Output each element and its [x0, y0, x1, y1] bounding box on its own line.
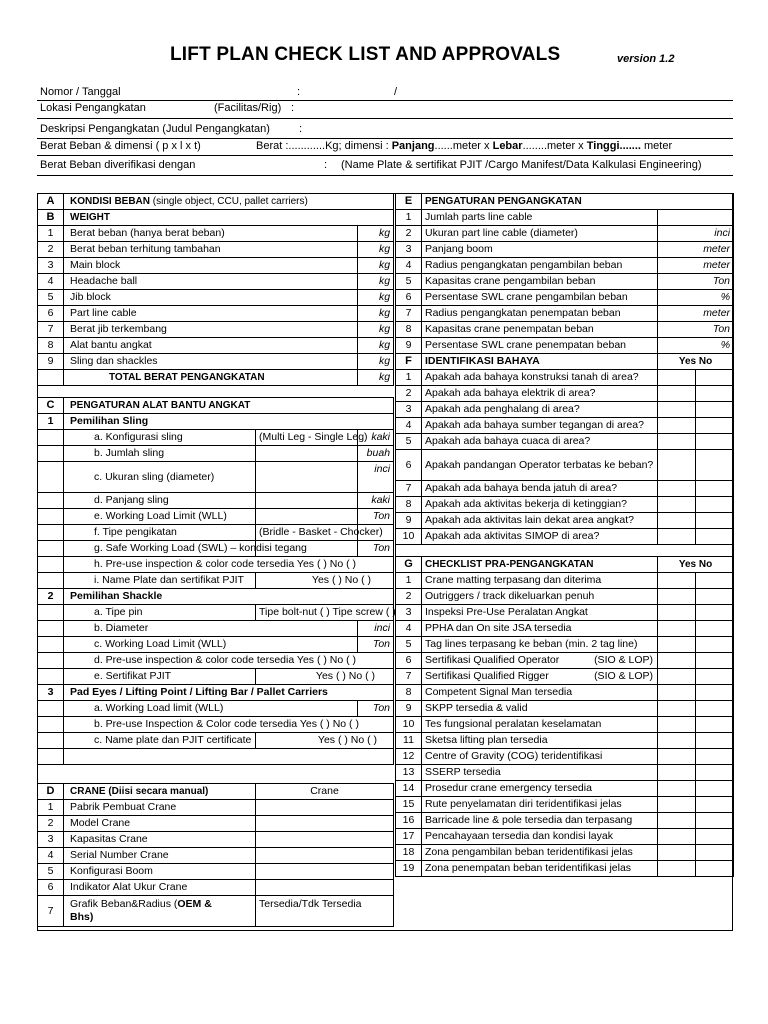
prelift-row: 18 Zona pengambilan beban teridentifikasi jelas: [396, 845, 734, 861]
total-row: [38, 370, 394, 386]
prelift-yes-checkbox[interactable]: [658, 733, 696, 749]
hazard-row: 10 Apakah ada aktivitas SIMOP di area?: [396, 529, 734, 545]
prelift-item: SSERP tersedia: [422, 765, 658, 781]
hazard-row: 3 Apakah ada penghalang di area?: [396, 402, 734, 418]
weight-item-label: Part line cable: [64, 306, 358, 322]
sling-option: [256, 446, 358, 462]
sling-option: [256, 462, 358, 493]
prelift-row: 1 Crane matting terpasang dan diterima: [396, 573, 734, 589]
shackle-item-label: c. Working Load Limit (WLL): [64, 637, 358, 653]
lift-setup-label: Ukuran part line cable (diameter): [422, 226, 658, 242]
prelift-item: Sertifikasi Qualified Operator (SIO & LOP): [422, 653, 658, 669]
prelift-item: Rute penyelamatan diri teridentifikasi jelas: [422, 797, 658, 813]
hazard-row: 1 Apakah ada bahaya konstruksi tanah di area?: [396, 370, 734, 386]
shackle-row: [38, 637, 394, 653]
hazard-yes-checkbox[interactable]: [658, 450, 696, 481]
prelift-note: (SIO & LOP): [594, 654, 653, 666]
weight-value-cell[interactable]: kg: [358, 290, 394, 306]
shackle-row: [38, 621, 394, 637]
prelift-row: 12 Centre of Gravity (COG) teridentifikasi: [396, 749, 734, 765]
prelift-yes-checkbox[interactable]: [658, 653, 696, 669]
sling-item-label: d. Panjang sling: [64, 493, 256, 509]
prelift-item: Pencahayaan tersedia dan kondisi layak: [422, 829, 658, 845]
hazard-no-checkbox[interactable]: [696, 370, 734, 386]
hazard-row: 4 Apakah ada bahaya sumber tegangan di area?: [396, 418, 734, 434]
crane-item-label: Indikator Alat Ukur Crane: [64, 880, 256, 896]
sling-option: (Multi Leg - Single Leg): [256, 430, 358, 446]
prelift-row: 2 Outriggers / track dikeluarkan penuh: [396, 589, 734, 605]
lift-setup-label: Kapasitas crane penempatan beban: [422, 322, 658, 338]
prelift-yes-checkbox[interactable]: [658, 605, 696, 621]
weight-item-label: Alat bantu angkat: [64, 338, 358, 354]
prelift-item: Competent Signal Man tersedia: [422, 685, 658, 701]
shackle-value-cell[interactable]: Ton: [358, 637, 394, 653]
crane-value-cell[interactable]: [256, 800, 394, 816]
weight-item-label: Berat beban terhitung tambahan: [64, 242, 358, 258]
lift-setup-row: 6 Persentase SWL crane pengambilan beban %: [396, 290, 734, 306]
lift-setup-value[interactable]: [658, 210, 734, 226]
prelift-item: Zona penempatan beban teridentifikasi jelas: [422, 861, 658, 877]
hazard-yes-checkbox[interactable]: [658, 386, 696, 402]
prelift-item: Crane matting terpasang dan diterima: [422, 573, 658, 589]
sling-h-row: [38, 557, 394, 573]
weight-value-cell[interactable]: kg: [358, 242, 394, 258]
shackle-d-row: d. Pre-use inspection & color code tersedia Yes ( ) No ( ): [38, 653, 394, 669]
berat-values: Berat :............Kg; dimensi : Panjang......meter x Lebar........meter x Tinggi....... meter: [256, 140, 673, 152]
weight-item-label: Headache ball: [64, 274, 358, 290]
lift-setup-label: Panjang boom: [422, 242, 658, 258]
hazard-yes-checkbox[interactable]: [658, 513, 696, 529]
section-d-row: [38, 784, 394, 800]
sling-value-cell[interactable]: buah: [358, 446, 394, 462]
prelift-item: Prosedur crane emergency tersedia: [422, 781, 658, 797]
lift-setup-label: Jumlah parts line cable: [422, 210, 658, 226]
section-g-yesno: Yes No: [658, 557, 734, 573]
shackle-pin-type[interactable]: Tipe bolt-nut ( ) Tipe screw ( ): [256, 605, 394, 621]
diverifikasi-colon: :: [324, 159, 328, 171]
shackle-e-row: e. Sertifikat PJIT Yes ( ) No ( ): [38, 669, 394, 685]
prelift-row: 6 Sertifikasi Qualified Operator (SIO & LOP): [396, 653, 734, 669]
prelift-no-checkbox[interactable]: [696, 717, 734, 733]
crane-row: 1 Pabrik Pembuat Crane: [38, 800, 394, 816]
hazard-row: 8 Apakah ada aktivitas bekerja di ketinggian?: [396, 497, 734, 513]
weight-item-label: Jib block: [64, 290, 358, 306]
crane-row: 5 Konfigurasi Boom: [38, 864, 394, 880]
sling-row: [38, 430, 394, 446]
prelift-no-checkbox[interactable]: [696, 861, 734, 877]
weight-row: 5 Jib block kg: [38, 290, 394, 306]
prelift-no-checkbox[interactable]: [696, 669, 734, 685]
crane-row: 3 Kapasitas Crane: [38, 832, 394, 848]
section-b-code: B: [38, 210, 64, 226]
hazard-row: 9 Apakah ada aktivitas lain dekat area angkat?: [396, 513, 734, 529]
hazard-no-checkbox[interactable]: [696, 450, 734, 481]
sling-i-yes-no[interactable]: Yes ( ) No ( ): [256, 573, 394, 589]
crane-value-cell[interactable]: [256, 816, 394, 832]
section-b-row: [38, 210, 394, 226]
hazard-question: Apakah ada bahaya benda jatuh di area?: [422, 481, 658, 497]
lift-setup-value[interactable]: Ton: [658, 322, 734, 338]
hazard-no-checkbox[interactable]: [696, 434, 734, 450]
pemilihan-sling-label: Pemilihan Sling: [64, 414, 394, 430]
weight-item-label: Main block: [64, 258, 358, 274]
pad-eyes-row: 3 Pad Eyes / Lifting Point / Lifting Bar / Pallet Carriers: [38, 685, 394, 701]
weight-row: 6 Part line cable kg: [38, 306, 394, 322]
hazard-row: 7 Apakah ada bahaya benda jatuh di area?: [396, 481, 734, 497]
prelift-item: SKPP tersedia & valid: [422, 701, 658, 717]
section-f-yesno: Yes No: [658, 354, 734, 370]
prelift-yes-checkbox[interactable]: [658, 765, 696, 781]
sling-item-label: e. Working Load Limit (WLL): [64, 509, 256, 525]
hazard-row: 6 Apakah pandangan Operator terbatas ke beban?: [396, 450, 734, 481]
prelift-item: Tes fungsional peralatan keselamatan: [422, 717, 658, 733]
prelift-item: Inspeksi Pre-Use Peralatan Angkat: [422, 605, 658, 621]
header-diverifikasi[interactable]: [37, 159, 733, 176]
prelift-row: 9 SKPP tersedia & valid: [396, 701, 734, 717]
weight-value-cell[interactable]: kg: [358, 306, 394, 322]
section-e-title: PENGATURAN PENGANGKATAN: [422, 194, 734, 210]
sling-h-label[interactable]: h. Pre-use inspection & color code tersedia Yes ( ) No ( ): [64, 557, 394, 573]
sling-row: [38, 462, 394, 493]
nomor-label: Nomor / Tanggal: [40, 86, 121, 98]
section-f-row: [396, 354, 734, 370]
hazard-yes-checkbox[interactable]: [658, 434, 696, 450]
sling-value-cell[interactable]: Ton: [358, 509, 394, 525]
prelift-yes-checkbox[interactable]: [658, 861, 696, 877]
total-label: TOTAL BERAT PENGANGKATAN: [64, 370, 358, 386]
prelift-yes-checkbox[interactable]: [658, 797, 696, 813]
prelift-yes-checkbox[interactable]: [658, 781, 696, 797]
crane-row: 2 Model Crane: [38, 816, 394, 832]
lift-setup-value[interactable]: %: [658, 338, 734, 354]
section-a-row: [38, 194, 394, 210]
weight-row: 3 Main block kg: [38, 258, 394, 274]
prelift-no-checkbox[interactable]: [696, 829, 734, 845]
hazard-no-checkbox[interactable]: [696, 529, 734, 545]
pemilihan-sling-row: 1 Pemilihan Sling: [38, 414, 394, 430]
crane-value-cell[interactable]: [256, 832, 394, 848]
hazard-no-checkbox[interactable]: [696, 402, 734, 418]
sling-row: [38, 541, 394, 557]
crane-item-label: Konfigurasi Boom: [64, 864, 256, 880]
hazard-yes-checkbox[interactable]: [658, 370, 696, 386]
prelift-row: 10 Tes fungsional peralatan keselamatan: [396, 717, 734, 733]
sling-row: [38, 446, 394, 462]
sling-item-label: g. Safe Working Load (SWL) – kondisi tegang: [64, 541, 256, 557]
hazard-question: Apakah ada bahaya cuaca di area?: [422, 434, 658, 450]
lift-setup-value[interactable]: %: [658, 290, 734, 306]
hazard-yes-checkbox[interactable]: [658, 418, 696, 434]
prelift-row: 15 Rute penyelamatan diri teridentifikasi jelas: [396, 797, 734, 813]
hazard-no-checkbox[interactable]: [696, 386, 734, 402]
prelift-row: 3 Inspeksi Pre-Use Peralatan Angkat: [396, 605, 734, 621]
version-label: version 1.2: [617, 53, 675, 65]
sling-row: [38, 525, 394, 541]
prelift-note: (SIO & LOP): [594, 670, 653, 682]
prelift-yes-checkbox[interactable]: [658, 701, 696, 717]
prelift-yes-checkbox[interactable]: [658, 573, 696, 589]
crane-col-header: Crane: [256, 784, 394, 800]
lift-setup-row: 9 Persentase SWL crane penempatan beban %: [396, 338, 734, 354]
hazard-row: 5 Apakah ada bahaya cuaca di area?: [396, 434, 734, 450]
prelift-yes-checkbox[interactable]: [658, 637, 696, 653]
header-nomor[interactable]: [37, 86, 733, 101]
prelift-yes-checkbox[interactable]: [658, 685, 696, 701]
prelift-row: 16 Barricade line & pole tersedia dan terpasang: [396, 813, 734, 829]
hazard-question: Apakah ada penghalang di area?: [422, 402, 658, 418]
right-table: [395, 193, 734, 877]
lift-setup-label: Persentase SWL crane pengambilan beban: [422, 290, 658, 306]
section-c-code: C: [38, 398, 64, 414]
section-c-title: PENGATURAN ALAT BANTU ANGKAT: [64, 398, 394, 414]
hazard-question: Apakah ada bahaya konstruksi tanah di area?: [422, 370, 658, 386]
prelift-no-checkbox[interactable]: [696, 733, 734, 749]
deskripsi-colon: :: [299, 123, 303, 135]
hazard-question: Apakah ada aktivitas SIMOP di area?: [422, 529, 658, 545]
weight-value-cell[interactable]: kg: [358, 322, 394, 338]
lift-setup-value[interactable]: meter: [658, 258, 734, 274]
header-berat[interactable]: [37, 140, 733, 156]
prelift-item: Zona pengambilan beban teridentifikasi jelas: [422, 845, 658, 861]
prelift-row: 8 Competent Signal Man tersedia: [396, 685, 734, 701]
hazard-yes-checkbox[interactable]: [658, 481, 696, 497]
prelift-no-checkbox[interactable]: [696, 573, 734, 589]
hazard-question: Apakah pandangan Operator terbatas ke beban?: [422, 450, 658, 481]
prelift-no-checkbox[interactable]: [696, 765, 734, 781]
pad-a-row: a. Working Load limit (WLL) Ton: [38, 701, 394, 717]
prelift-row: 13 SSERP tersedia: [396, 765, 734, 781]
weight-item-label: Sling dan shackles: [64, 354, 358, 370]
prelift-no-checkbox[interactable]: [696, 653, 734, 669]
weight-row: 9 Sling dan shackles kg: [38, 354, 394, 370]
lift-setup-label: Radius pengangkatan pengambilan beban: [422, 258, 658, 274]
prelift-no-checkbox[interactable]: [696, 589, 734, 605]
section-d-title: CRANE (Diisi secara manual): [64, 784, 256, 800]
hazard-no-checkbox[interactable]: [696, 481, 734, 497]
prelift-item: Centre of Gravity (COG) teridentifikasi: [422, 749, 658, 765]
weight-row: 8 Alat bantu angkat kg: [38, 338, 394, 354]
document-title: LIFT PLAN CHECK LIST AND APPROVALS: [170, 44, 561, 65]
prelift-no-checkbox[interactable]: [696, 749, 734, 765]
hazard-question: Apakah ada aktivitas lain dekat area angkat?: [422, 513, 658, 529]
prelift-row: 5 Tag lines terpasang ke beban (min. 2 tag line): [396, 637, 734, 653]
prelift-row: 17 Pencahayaan tersedia dan kondisi layak: [396, 829, 734, 845]
prelift-yes-checkbox[interactable]: [658, 589, 696, 605]
lift-setup-label: Persentase SWL crane penempatan beban: [422, 338, 658, 354]
crane-item-label: Model Crane: [64, 816, 256, 832]
prelift-no-checkbox[interactable]: [696, 845, 734, 861]
lift-setup-row: 8 Kapasitas crane penempatan beban Ton: [396, 322, 734, 338]
prelift-no-checkbox[interactable]: [696, 685, 734, 701]
sling-item-label: c. Ukuran sling (diameter): [64, 462, 256, 493]
prelift-no-checkbox[interactable]: [696, 605, 734, 621]
lift-setup-label: Radius pengangkatan penempatan beban: [422, 306, 658, 322]
prelift-row: 19 Zona penempatan beban teridentifikasi jelas: [396, 861, 734, 877]
prelift-item: Outriggers / track dikeluarkan penuh: [422, 589, 658, 605]
prelift-row: 11 Sketsa lifting plan tersedia: [396, 733, 734, 749]
lift-setup-value[interactable]: meter: [658, 306, 734, 322]
crane-row: 4 Serial Number Crane: [38, 848, 394, 864]
prelift-yes-checkbox[interactable]: [658, 845, 696, 861]
weight-row: 2 Berat beban terhitung tambahan kg: [38, 242, 394, 258]
section-d-code: D: [38, 784, 64, 800]
hazard-yes-checkbox[interactable]: [658, 529, 696, 545]
section-a-code: A: [38, 194, 64, 210]
hazard-question: Apakah ada bahaya elektrik di area?: [422, 386, 658, 402]
sling-value-cell[interactable]: Ton: [358, 541, 394, 557]
prelift-yes-checkbox[interactable]: [658, 749, 696, 765]
section-g-title: CHECKLIST PRA-PENGANGKATAN: [422, 557, 658, 573]
header-deskripsi[interactable]: [37, 123, 733, 139]
prelift-item: Barricade line & pole tersedia dan terpasang: [422, 813, 658, 829]
section-g-row: [396, 557, 734, 573]
section-f-code: F: [396, 354, 422, 370]
section-a-title: KONDISI BEBAN (single object, CCU, pallet carriers): [64, 194, 394, 210]
hazard-yes-checkbox[interactable]: [658, 402, 696, 418]
hazard-no-checkbox[interactable]: [696, 418, 734, 434]
hazard-yes-checkbox[interactable]: [658, 497, 696, 513]
section-e-code: E: [396, 194, 422, 210]
section-g-code: G: [396, 557, 422, 573]
sling-item-label: b. Jumlah sling: [64, 446, 256, 462]
lift-setup-label: Kapasitas crane pengambilan beban: [422, 274, 658, 290]
shackle-value-cell[interactable]: inci: [358, 621, 394, 637]
weight-value-cell[interactable]: kg: [358, 226, 394, 242]
crane-item-label: Kapasitas Crane: [64, 832, 256, 848]
lift-setup-row: 3 Panjang boom meter: [396, 242, 734, 258]
lift-setup-row: 4 Radius pengangkatan pengambilan beban meter: [396, 258, 734, 274]
header-lokasi[interactable]: [37, 102, 733, 119]
sling-option: [256, 509, 358, 525]
prelift-yes-checkbox[interactable]: [658, 621, 696, 637]
pemilihan-shackle-label: Pemilihan Shackle: [64, 589, 394, 605]
sling-value-cell[interactable]: inci: [358, 462, 394, 493]
shackle-item-label: b. Diameter: [64, 621, 358, 637]
diverifikasi-value: (Name Plate & sertifikat PJIT /Cargo Manifest/Data Kalkulasi Engineering): [341, 159, 702, 171]
sling-row: [38, 509, 394, 525]
weight-item-label: Berat jib terkembang: [64, 322, 358, 338]
prelift-no-checkbox[interactable]: [696, 701, 734, 717]
prelift-row: 14 Prosedur crane emergency tersedia: [396, 781, 734, 797]
hazard-no-checkbox[interactable]: [696, 513, 734, 529]
lift-setup-row: 5 Kapasitas crane pengambilan beban Ton: [396, 274, 734, 290]
section-b-title: WEIGHT: [64, 210, 394, 226]
weight-value-cell[interactable]: kg: [358, 354, 394, 370]
prelift-yes-checkbox[interactable]: [658, 829, 696, 845]
weight-row: 7 Berat jib terkembang kg: [38, 322, 394, 338]
prelift-no-checkbox[interactable]: [696, 621, 734, 637]
crane-value-cell[interactable]: [256, 848, 394, 864]
diverifikasi-label: Berat Beban diverifikasi dengan: [40, 159, 196, 171]
lokasi-label: Lokasi Pengangkatan: [40, 102, 146, 114]
lokasi-colon: :: [291, 102, 295, 114]
crane-row-7: 7 Grafik Beban&Radius (OEM & Bhs) Tersedia/Tdk Tersedia: [38, 896, 394, 927]
prelift-yes-checkbox[interactable]: [658, 813, 696, 829]
weight-value-cell[interactable]: kg: [358, 338, 394, 354]
pad-b-row: b. Pre-use Inspection & Color code tersedia Yes ( ) No ( ): [38, 717, 394, 733]
sling-row: [38, 493, 394, 509]
sling-item-label: a. Konfigurasi sling: [64, 430, 256, 446]
crane-table: [37, 783, 394, 927]
hazard-question: Apakah ada aktivitas bekerja di ketinggian?: [422, 497, 658, 513]
prelift-no-checkbox[interactable]: [696, 797, 734, 813]
prelift-no-checkbox[interactable]: [696, 813, 734, 829]
lift-setup-value[interactable]: inci: [658, 226, 734, 242]
deskripsi-label: Deskripsi Pengangkatan (Judul Pengangkatan): [40, 123, 270, 135]
prelift-no-checkbox[interactable]: [696, 637, 734, 653]
prelift-item: Sketsa lifting plan tersedia: [422, 733, 658, 749]
section-e-row: [396, 194, 734, 210]
weight-row: 1 Berat beban (hanya berat beban) kg: [38, 226, 394, 242]
section-f-title: IDENTIFIKASI BAHAYA: [422, 354, 658, 370]
lift-setup-row: 7 Radius pengangkatan penempatan beban meter: [396, 306, 734, 322]
crane-chart-availability[interactable]: Tersedia/Tdk Tersedia: [256, 896, 394, 927]
lift-setup-row: 2 Ukuran part line cable (diameter) inci: [396, 226, 734, 242]
sling-item-label: f. Tipe pengikatan: [64, 525, 256, 541]
sling-value-cell[interactable]: kaki: [358, 493, 394, 509]
pad-c-row: c. Name plate dan PJIT certificate Yes ( ) No ( ): [38, 733, 394, 749]
weight-item-label: Berat beban (hanya berat beban): [64, 226, 358, 242]
section-c-row: [38, 398, 394, 414]
sling-option: [256, 493, 358, 509]
prelift-item: Sertifikasi Qualified Rigger (SIO & LOP): [422, 669, 658, 685]
crane-value-cell[interactable]: [256, 880, 394, 896]
sling-option: (Bridle - Basket - Chocker): [256, 525, 358, 541]
crane-item-label: Pabrik Pembuat Crane: [64, 800, 256, 816]
weight-value-cell[interactable]: kg: [358, 274, 394, 290]
nomor-colon: :: [297, 86, 301, 98]
weight-row: 4 Headache ball kg: [38, 274, 394, 290]
nomor-slash: /: [394, 86, 398, 98]
lift-setup-value[interactable]: Ton: [658, 274, 734, 290]
lift-setup-row: 1 Jumlah parts line cable: [396, 210, 734, 226]
weight-value-cell[interactable]: kg: [358, 258, 394, 274]
sling-value-cell[interactable]: kaki: [358, 430, 394, 446]
prelift-no-checkbox[interactable]: [696, 781, 734, 797]
shackle-a-row: a. Tipe pin Tipe bolt-nut ( ) Tipe screw ( ): [38, 605, 394, 621]
crane-item-label: Serial Number Crane: [64, 848, 256, 864]
left-table: [37, 193, 394, 765]
hazard-question: Apakah ada bahaya sumber tegangan di area?: [422, 418, 658, 434]
hazard-row: 2 Apakah ada bahaya elektrik di area?: [396, 386, 734, 402]
pemilihan-shackle-row: 2 Pemilihan Shackle: [38, 589, 394, 605]
prelift-yes-checkbox[interactable]: [658, 717, 696, 733]
hazard-no-checkbox[interactable]: [696, 497, 734, 513]
crane-value-cell[interactable]: [256, 864, 394, 880]
crane-row: 6 Indikator Alat Ukur Crane: [38, 880, 394, 896]
prelift-row: 4 PPHA dan On site JSA tersedia: [396, 621, 734, 637]
total-unit[interactable]: kg: [358, 370, 394, 386]
prelift-item: Tag lines terpasang ke beban (min. 2 tag line): [422, 637, 658, 653]
prelift-yes-checkbox[interactable]: [658, 669, 696, 685]
prelift-row: 7 Sertifikasi Qualified Rigger (SIO & LOP): [396, 669, 734, 685]
berat-label: Berat Beban & dimensi ( p x l x t): [40, 140, 201, 152]
prelift-item: PPHA dan On site JSA tersedia: [422, 621, 658, 637]
lokasi-sub: (Facilitas/Rig): [214, 102, 282, 114]
lift-setup-value[interactable]: meter: [658, 242, 734, 258]
sling-i-row: i. Name Plate dan sertifikat PJIT Yes ( ) No ( ): [38, 573, 394, 589]
